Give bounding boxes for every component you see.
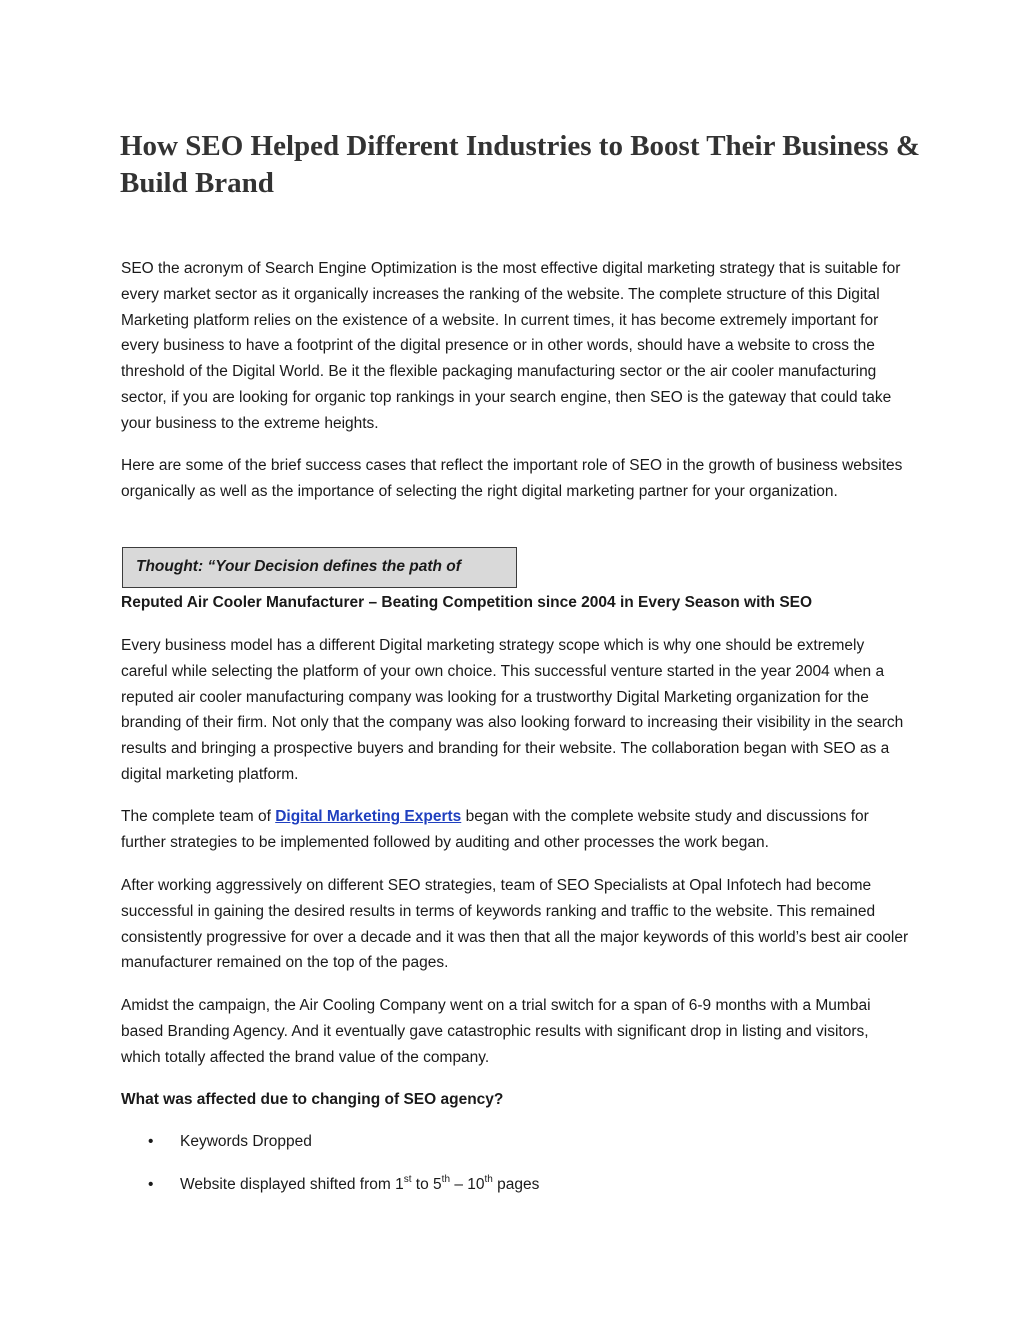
bullet-website-shifted: Website displayed shifted from 1st to 5th – 10th pages <box>180 1173 540 1193</box>
thought-callout-box <box>122 547 517 588</box>
page-title: How SEO Helped Different Industries to Boost Their Business & Build Brand <box>120 130 920 199</box>
thought-quote: Thought: “Your Decision defines the path of <box>136 558 461 575</box>
digital-marketing-experts-link[interactable]: Digital Marketing Experts <box>275 808 462 825</box>
team-paragraph <box>121 804 911 856</box>
case-heading: Reputed Air Cooler Manufacturer – Beating Competition since 2004 in Every Season with SEO <box>121 594 813 611</box>
team-paragraph-start: The complete team of <box>121 808 276 825</box>
bullet-icon: • <box>148 1133 154 1150</box>
affected-heading: What was affected due to changing of SEO agency? <box>121 1091 504 1108</box>
bullet-icon: • <box>148 1176 154 1193</box>
team-paragraph-end: began with the complete website study and discussions for further strategies to be implemented followed by auditing and other processes the work began. <box>121 808 869 851</box>
bullet-keywords-dropped: Keywords Dropped <box>180 1133 312 1150</box>
success-cases-paragraph: Here are some of the brief success cases that reflect the important role of SEO in the growth of business websites organically as well as the importance of selecting the right digital marketing partner for your organization. <box>121 457 903 500</box>
aggressive-strategies-paragraph: After working aggressively on different SEO strategies, team of SEO Specialists at Opal Infotech had become successful in gaining the desired results in terms of keywords ranking and traffic to the website. This remained consistently progressive for over a decade and it was then that all the major keywords of this world’s best air cooler manufacturer remained on the top of the pages. <box>121 877 909 972</box>
intro-paragraph: SEO the acronym of Search Engine Optimization is the most effective digital marketing strategy that is suitable for every market sector as it organically increases the ranking of the website. The complete structure of this Digital Marketing platform relies on the existence of a website. In current times, it has become extremely important for every business to have a footprint of the digital presence or in other words, should have a website to cross the threshold of the Digital World. Be it the flexible packaging manufacturing sector or the air cooler manufacturing sector, if you are looking for organic top rankings in your search engine, then SEO is the gateway that could take your business to the extreme heights. <box>121 260 901 432</box>
business-model-paragraph: Every business model has a different Digital marketing strategy scope which is why one should be extremely careful while selecting the platform of your own choice. This successful venture started in the year 2004 when a reputed air cooler manufacturing company was looking for a trustworthy Digital Marketing organization for the branding of their firm. Not only that the company was also looking forward to increasing their visibility in the search results and bringing a prospective buyers and branding for their website. The collaboration began with SEO as a digital marketing platform. <box>121 637 904 783</box>
campaign-paragraph: Amidst the campaign, the Air Cooling Company went on a trial switch for a span of 6-9 months with a Mumbai based Branding Agency. And it eventually gave catastrophic results with significant drop in listing and visitors, which totally affected the brand value of the company. <box>121 997 871 1066</box>
